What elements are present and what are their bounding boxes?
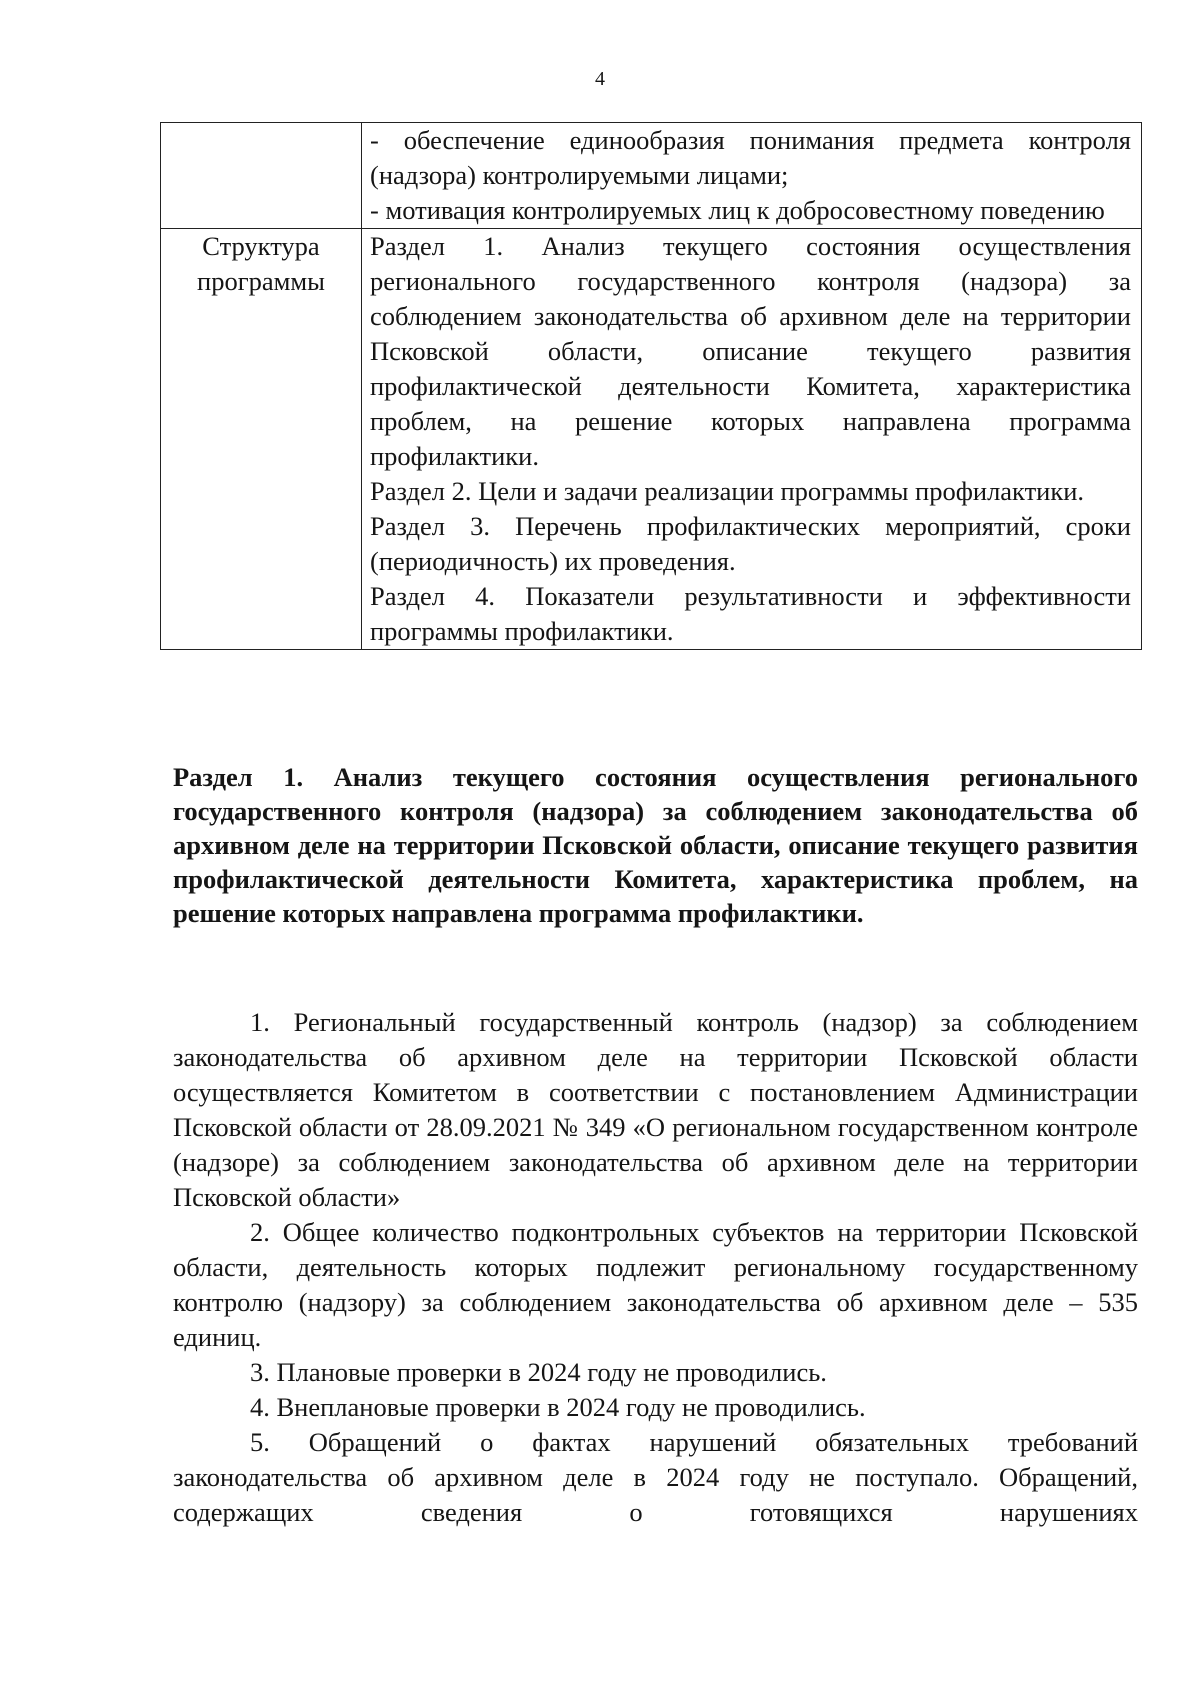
body-paragraph: 3. Плановые проверки в 2024 году не проводились. [250,1357,827,1387]
table-content-cell [362,123,1142,229]
program-passport-table [160,122,1142,650]
table-row [161,123,1142,229]
table-label-cell [161,123,362,229]
body-paragraph: 2. Общее количество подконтрольных субъектов на территории Псковской области, деятельность которых подлежит региональному государственному контролю (надзору) за соблюдением законодательства об архивном деле – 535 единиц. [173,1217,1138,1352]
page-number: 4 [595,68,605,90]
table-paragraph: - обеспечение единообразия понимания предмета контроля (надзора) контролируемыми лицами; [370,125,1131,190]
table-paragraph: - мотивация контролируемых лиц к добросовестному поведению [370,195,1105,225]
table-content-cell [362,229,1142,650]
table-paragraph: Раздел 2. Цели и задачи реализации программы профилактики. [370,476,1085,506]
table-label-cell: Структура программы [161,229,362,650]
body-paragraph: 1. Региональный государственный контроль (надзор) за соблюдением законодательства об архивном деле на территории Псковской области осуществляется Комитетом в соответствии с постановлением Администрации Псковской области от 28.09.2021 № 349 «О региональном государственном контроле (надзоре) за соблюдением законодательства об архивном деле на территории Псковской области» [173,1007,1138,1212]
body-paragraph: 4. Внеплановые проверки в 2024 году не проводились. [250,1392,866,1422]
table-paragraph: Раздел 3. Перечень профилактических мероприятий, сроки (периодичность) их проведения. [370,511,1131,576]
section-heading: Раздел 1. Анализ текущего состояния осуществления регионального государственного контроля (надзора) за соблюдением законодательства об архивном деле на территории Псковской области, описание текущего развития профилактической деятельности Комитета, характеристика проблем, на решение которых направлена программа профилактики. [173,762,1138,928]
body-paragraph: 5. Обращений о фактах нарушений обязательных требований законодательства об архивном деле в 2024 году не поступало. Обращений, содержащих сведения о готовящихся нарушениях [173,1427,1138,1527]
table-paragraph: Раздел 1. Анализ текущего состояния осуществления регионального государственного контроля (надзора) за соблюдением законодательства об архивном деле на территории Псковской области, описание текущего развития профилактической деятельности Комитета, характеристика проблем, на решение которых направлена программа профилактики. [370,231,1131,471]
section-body [173,1005,1138,1530]
table-paragraph: Раздел 4. Показатели результативности и эффективности программы профилактики. [370,581,1131,646]
table-row [161,229,1142,650]
